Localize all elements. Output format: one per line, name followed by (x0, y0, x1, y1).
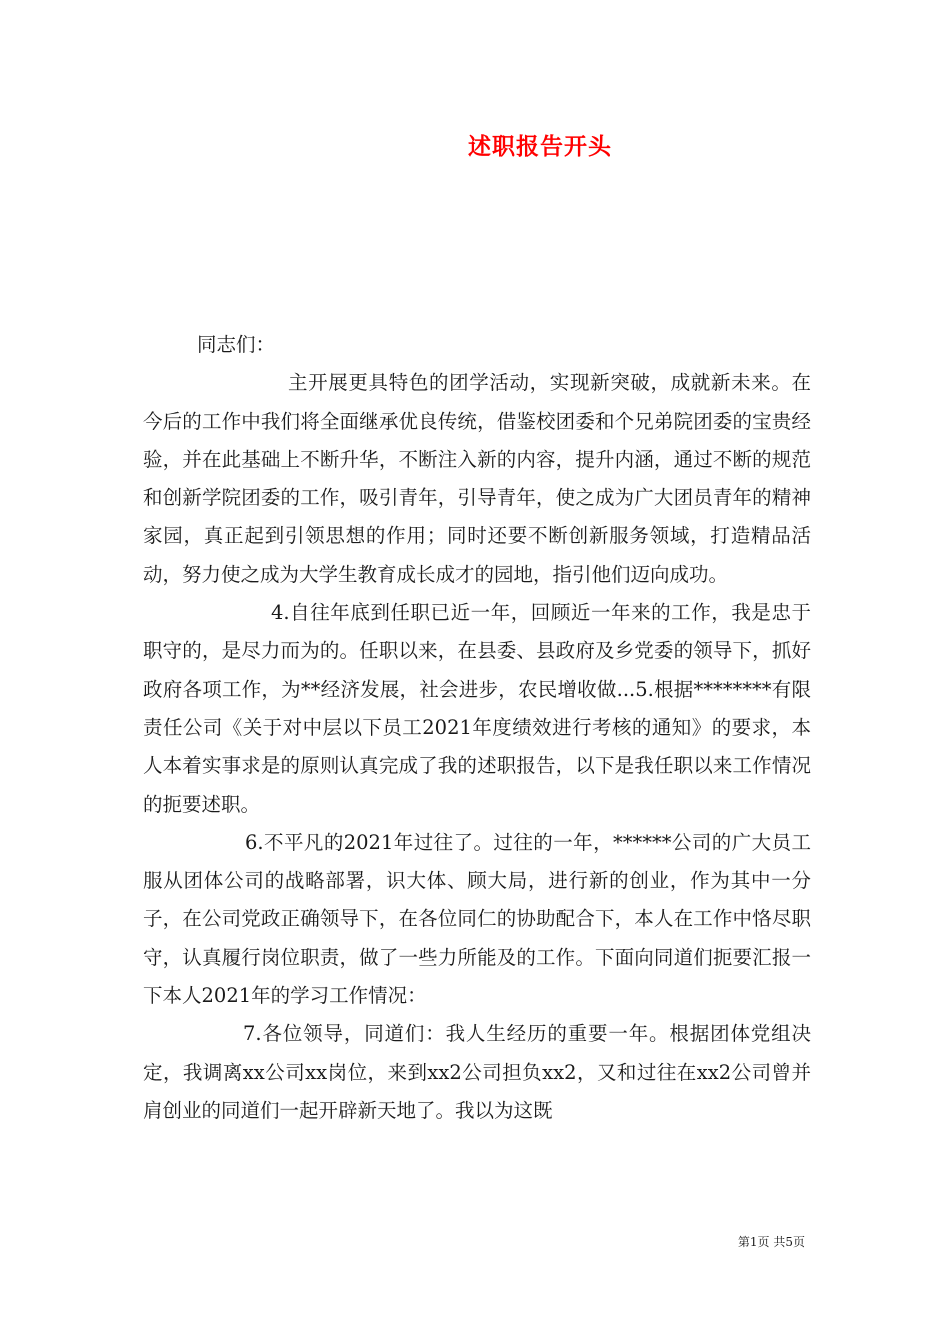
paragraph-4: 7.各位领导，同道们：我人生经历的重要一年。根据团体党组决定，我调离xx公司xx岗位，来到xx2公司担负xx2，又和过往在xx2公司曾并肩创业的同道们一起开辟新天地了。我以为这既 (143, 1022, 811, 1122)
page-number: 第1页 共5页 (737, 1235, 805, 1249)
page-title: 述职报告开头 (468, 133, 612, 160)
paragraph-3: 6.不平凡的2021年过往了。过往的一年，******公司的广大员工服从团体公司的战略部署，识大体、顾大局，进行新的创业，作为其中一分子，在公司党政正确领导下，在各位同仁的协助配合下，本人在工作中恪尽职守，认真履行岗位职责，做了一些力所能及的工作。下面向同道们扼要汇报一下本人2021年的学习工作情况： (143, 830, 811, 1008)
paragraph-1: 主开展更具特色的团学活动，实现新突破，成就新未来。在今后的工作中我们将全面继承优良传统，借鉴校团委和个兄弟院团委的宝贵经验，并在此基础上不断升华，不断注入新的内容，提升内涵，通过不断的规范和创新学院团委的工作，吸引青年，引导青年，使之成为广大团员青年的精神家园，真正起到引领思想的作用；同时还要不断创新服务领域，打造精品活动，努力使之成为大学生教育成长成才的园地，指引他们迈向成功。 (143, 371, 811, 586)
salutation: 同志们： (197, 333, 276, 356)
paragraph-2: 4.自往年底到任职已近一年，回顾近一年来的工作，我是忠于职守的，是尽力而为的。任职以来，在县委、县政府及乡党委的领导下，抓好政府各项工作，为**经济发展，社会进步，农民增收做...5.根据********有限责任公司《关于对中层以下员工2021年度绩效进行考核的通知》的要求，本人本着实事求是的原则认真完成了我的述职报告，以下是我任职以来工作情况的扼要述职。 (143, 601, 811, 816)
document-body (143, 326, 811, 1130)
